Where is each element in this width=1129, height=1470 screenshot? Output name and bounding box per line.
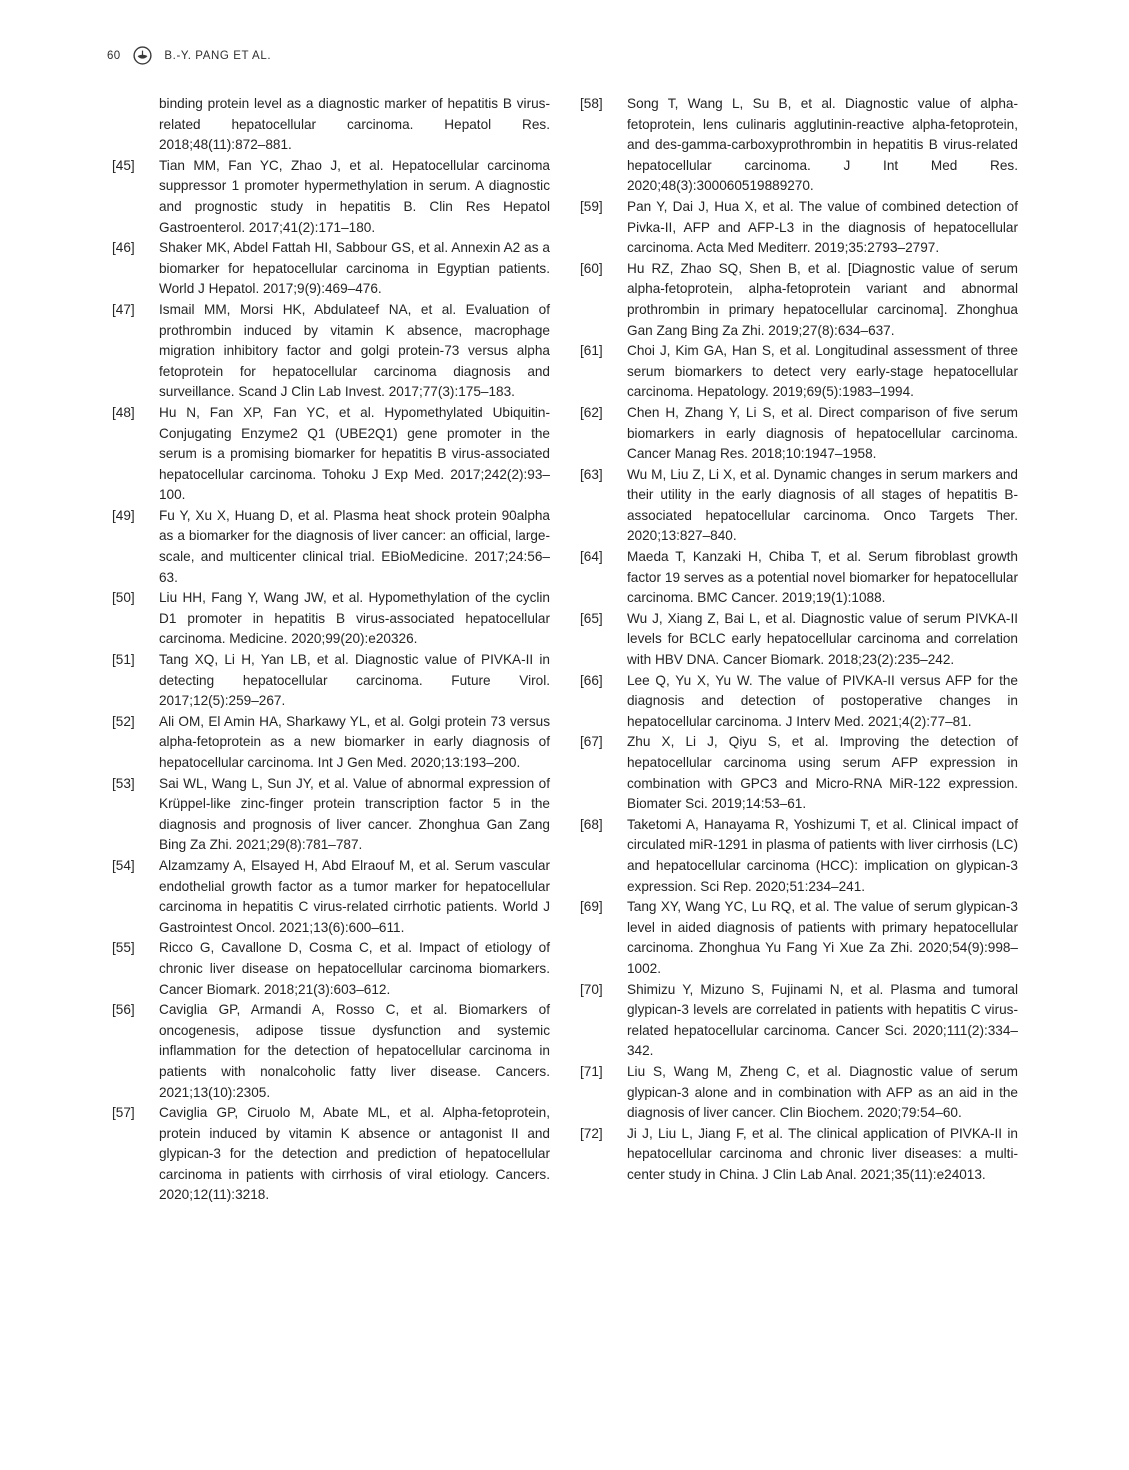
running-head: B.-Y. PANG ET AL. [164,49,272,62]
reference-number: [46] [112,240,135,256]
reference-number: [66] [580,672,603,688]
reference-item [580,980,1018,1062]
reference-text: Caviglia GP, Ciruolo M, Abate ML, et al. Alpha-fetoprotein, protein induced by vitamin K absence or antagonist II and glypican-3 for the detection and prediction of hepatocellular carcinoma in patients with cirrhosis of viral etiology. Cancers. 2020;12(11):3218. [159,1105,550,1203]
page-number: 60 [107,49,121,62]
reference-text: Hu N, Fan XP, Fan YC, et al. Hypomethylated Ubiquitin-Conjugating Enzyme2 Q1 (UBE2Q1) gene promoter in the serum is a promising biomarker for hepatitis B virus-associated hepatocellular carcinoma. Tohoku J Exp Med. 2017;242(2):93–100. [159,404,550,503]
reference-number: [45] [112,157,135,173]
reference-number: [72] [580,1125,603,1141]
reference-number: [48] [112,404,135,420]
reference-item [112,94,550,156]
reference-number: [64] [580,549,603,565]
reference-text: Ricco G, Cavallone D, Cosma C, et al. Impact of etiology of chronic liver disease on hepatocellular carcinoma biomarkers. Cancer Biomark. 2018;21(3):603–612. [159,940,550,997]
reference-text: Ji J, Liu L, Jiang F, et al. The clinical application of PIVKA-II in hepatocellular carcinoma and chronic liver diseases: a multi-center study in China. J Clin Lab Anal. 2021;35(11):e24013. [627,1125,1018,1182]
reference-item [112,650,550,712]
reference-number: [53] [112,775,135,791]
reference-text: Zhu X, Li J, Qiyu S, et al. Improving the detection of hepatocellular carcinoma using serum AFP expression in combination with GPC3 and Micro-RNA MiR-122 expression. Biomater Sci. 2019;14:53–61. [627,734,1018,812]
reference-number: [61] [580,343,603,359]
reference-text: Tang XY, Wang YC, Lu RQ, et al. The value of serum glypican-3 level in aided diagnosis of patients with primary hepatocellular carcinoma. Zhonghua Yu Fang Yi Xue Za Zhi. 2020;54(9):998–1002. [627,899,1018,976]
reference-text: Ismail MM, Morsi HK, Abdulateef NA, et al. Evaluation of prothrombin induced by vitamin K absence, macrophage migration inhibitory factor and golgi protein-73 versus alpha fetoprotein for hepatocellular carcinoma diagnosis and surveillance. Scand J Clin Lab Invest. 2017;77(3):175–183. [159,301,550,400]
reference-item [112,938,550,1000]
reference-text: Caviglia GP, Armandi A, Rosso C, et al. Biomarkers of oncogenesis, adipose tissue dysfunction and systemic inflammation for the detection of hepatocellular carcinoma in patients with nonalcoholic fatty liver disease. Cancers. 2021;13(10):2305. [159,1002,550,1100]
reference-number: [60] [580,260,603,276]
reference-number: [59] [580,198,603,214]
reference-item [580,403,1018,465]
reference-text: Alzamzamy A, Elsayed H, Abd Elraouf M, et al. Serum vascular endothelial growth factor as a tumor marker for hepatocellular carcinoma in hepatitis C virus-related cirrhotic patients. World J Gastrointest Oncol. 2021;13(6):600–611. [159,857,550,935]
reference-text: Pan Y, Dai J, Hua X, et al. The value of combined detection of Pivka-II, AFP and AFP-L3 in the diagnosis of hepatocellular carcinoma. Acta Med Mediterr. 2019;35:2793–2797. [627,198,1018,256]
reference-text: Maeda T, Kanzaki H, Chiba T, et al. Serum fibroblast growth factor 19 serves as a potential novel biomarker for hepatocellular carcinoma. BMC Cancer. 2019;19(1):1088. [627,549,1018,606]
taylor-francis-logo-icon [133,46,152,65]
reference-number: [56] [112,1002,135,1018]
reference-number: [69] [580,899,603,915]
reference-number: [55] [112,940,135,956]
reference-text: Shaker MK, Abdel Fattah HI, Sabbour GS, et al. Annexin A2 as a biomarker for hepatocellular carcinoma in Egyptian patients. World J Hepatol. 2017;9(9):469–476. [159,240,550,297]
reference-number: [68] [580,816,603,832]
references-right-column [580,94,1018,1206]
reference-item [580,341,1018,403]
reference-item [112,712,550,774]
reference-item [112,856,550,938]
reference-item [580,94,1018,197]
reference-number: [58] [580,96,603,111]
reference-item [580,197,1018,259]
reference-number: [57] [112,1105,135,1121]
reference-text: Choi J, Kim GA, Han S, et al. Longitudinal assessment of three serum biomarkers to detect very early-stage hepatocellular carcinoma. Hepatology. 2019;69(5):1983–1994. [627,343,1018,400]
reference-number [112,94,159,156]
reference-number: [70] [580,981,603,997]
reference-text: binding protein level as a diagnostic marker of hepatitis B virus-related hepatocellular carcinoma. Hepatol Res. 2018;48(11):872–881. [159,96,550,153]
reference-item [580,897,1018,979]
reference-item [580,815,1018,897]
reference-number: [49] [112,507,135,523]
reference-item [580,1062,1018,1124]
reference-number: [71] [580,1063,603,1079]
references-left-column [112,94,550,1206]
reference-number: [67] [580,734,603,750]
reference-text: Song T, Wang L, Su B, et al. Diagnostic value of alpha-fetoprotein, lens culinaris agglutinin-reactive alpha-fetoprotein, and des-gamma-carboxyprothrombin in hepatitis B virus-related hepatocellular carcinoma. J Int Med Res. 2020;48(3):300060519889270. [627,96,1018,194]
reference-item [112,588,550,650]
reference-item [112,774,550,856]
reference-item [580,1124,1018,1186]
reference-item [580,547,1018,609]
reference-item [580,465,1018,547]
reference-text: Sai WL, Wang L, Sun JY, et al. Value of abnormal expression of Krüppel-like zinc-finger protein transcription factor 5 in the diagnosis and prognosis of liver cancer. Zhonghua Gan Zang Bing Za Zhi. 2021;29(8):781–787. [159,775,550,853]
reference-item [112,156,550,238]
reference-text: Wu J, Xiang Z, Bai L, et al. Diagnostic value of serum PIVKA-II levels for BCLC early hepatocellular carcinoma and correlation with HBV DNA. Cancer Biomark. 2018;23(2):235–242. [627,610,1018,668]
reference-text: Ali OM, El Amin HA, Sharkawy YL, et al. Golgi protein 73 versus alpha-fetoprotein as a new biomarker in early diagnosis of hepatocellular carcinoma. Int J Gen Med. 2020;13:193–200. [159,713,550,770]
reference-number: [50] [112,590,135,606]
references-section [112,94,1018,1206]
reference-text: Shimizu Y, Mizuno S, Fujinami N, et al. Plasma and tumoral glypican-3 levels are correlated in patients with hepatitis C virus-related hepatocellular carcinoma. Cancer Sci. 2020;111(2):334–342. [627,981,1018,1059]
reference-item [112,300,550,403]
reference-text: Liu HH, Fang Y, Wang JW, et al. Hypomethylation of the cyclin D1 promoter in hepatitis B virus-associated hepatocellular carcinoma. Medicine. 2020;99(20):e20326. [159,590,550,647]
reference-text: Tang XQ, Li H, Yan LB, et al. Diagnostic value of PIVKA-II in detecting hepatocellular carcinoma. Future Virol. 2017;12(5):259–267. [159,652,550,709]
reference-item [112,1103,550,1206]
reference-item [112,403,550,506]
reference-item [580,732,1018,814]
reference-number: [52] [112,713,135,729]
reference-text: Hu RZ, Zhao SQ, Shen B, et al. [Diagnostic value of serum alpha-fetoprotein, alpha-fetoprotein variant and abnormal prothrombin in primary hepatocellular carcinoma]. Zhonghua Gan Zang Bing Za Zhi. 2019;27(8):634–637. [627,260,1018,338]
reference-number: [62] [580,404,603,420]
reference-text: Fu Y, Xu X, Huang D, et al. Plasma heat shock protein 90alpha as a biomarker for the diagnosis of liver cancer: an official, large-scale, and multicenter clinical trial. EBioMedicine. 2017;24:56–63. [159,507,550,585]
reference-number: [54] [112,857,135,873]
reference-item [580,259,1018,341]
reference-number: [65] [580,610,603,626]
reference-text: Wu M, Liu Z, Li X, et al. Dynamic changes in serum markers and their utility in the early diagnosis of all stages of hepatitis B-associated hepatocellular carcinoma. Onco Targets Ther. 2020;13:827–840. [627,466,1018,544]
reference-text: Liu S, Wang M, Zheng C, et al. Diagnostic value of serum glypican-3 alone and in combination with AFP as an aid in the diagnosis of liver cancer. Clin Biochem. 2020;79:54–60. [627,1063,1018,1121]
reference-item [580,671,1018,733]
reference-item [580,609,1018,671]
reference-text: Tian MM, Fan YC, Zhao J, et al. Hepatocellular carcinoma suppressor 1 promoter hypermethylation in serum. A diagnostic and prognostic study in hepatitis B. Clin Res Hepatol Gastroenterol. 2017;41(2):171–180. [159,157,550,235]
reference-number: [51] [112,652,135,668]
reference-item [112,238,550,300]
reference-text: Taketomi A, Hanayama R, Yoshizumi T, et al. Clinical impact of circulated miR-1291 in plasma of patients with liver cirrhosis (LC) and hepatocellular carcinoma (HCC): implication on glypican-3 expression. Sci Rep. 2020;51:234–241. [627,816,1018,894]
reference-text: Lee Q, Yu X, Yu W. The value of PIVKA-II versus AFP for the diagnosis and detection of postoperative changes in hepatocellular carcinoma. J Interv Med. 2021;4(2):77–81. [627,672,1018,729]
reference-number: [47] [112,301,135,317]
page-header [107,46,271,65]
reference-number: [63] [580,466,603,482]
reference-item [112,506,550,588]
reference-item [112,1000,550,1103]
reference-text: Chen H, Zhang Y, Li S, et al. Direct comparison of five serum biomarkers in early diagnosis of hepatocellular carcinoma. Cancer Manag Res. 2018;10:1947–1958. [627,404,1018,462]
